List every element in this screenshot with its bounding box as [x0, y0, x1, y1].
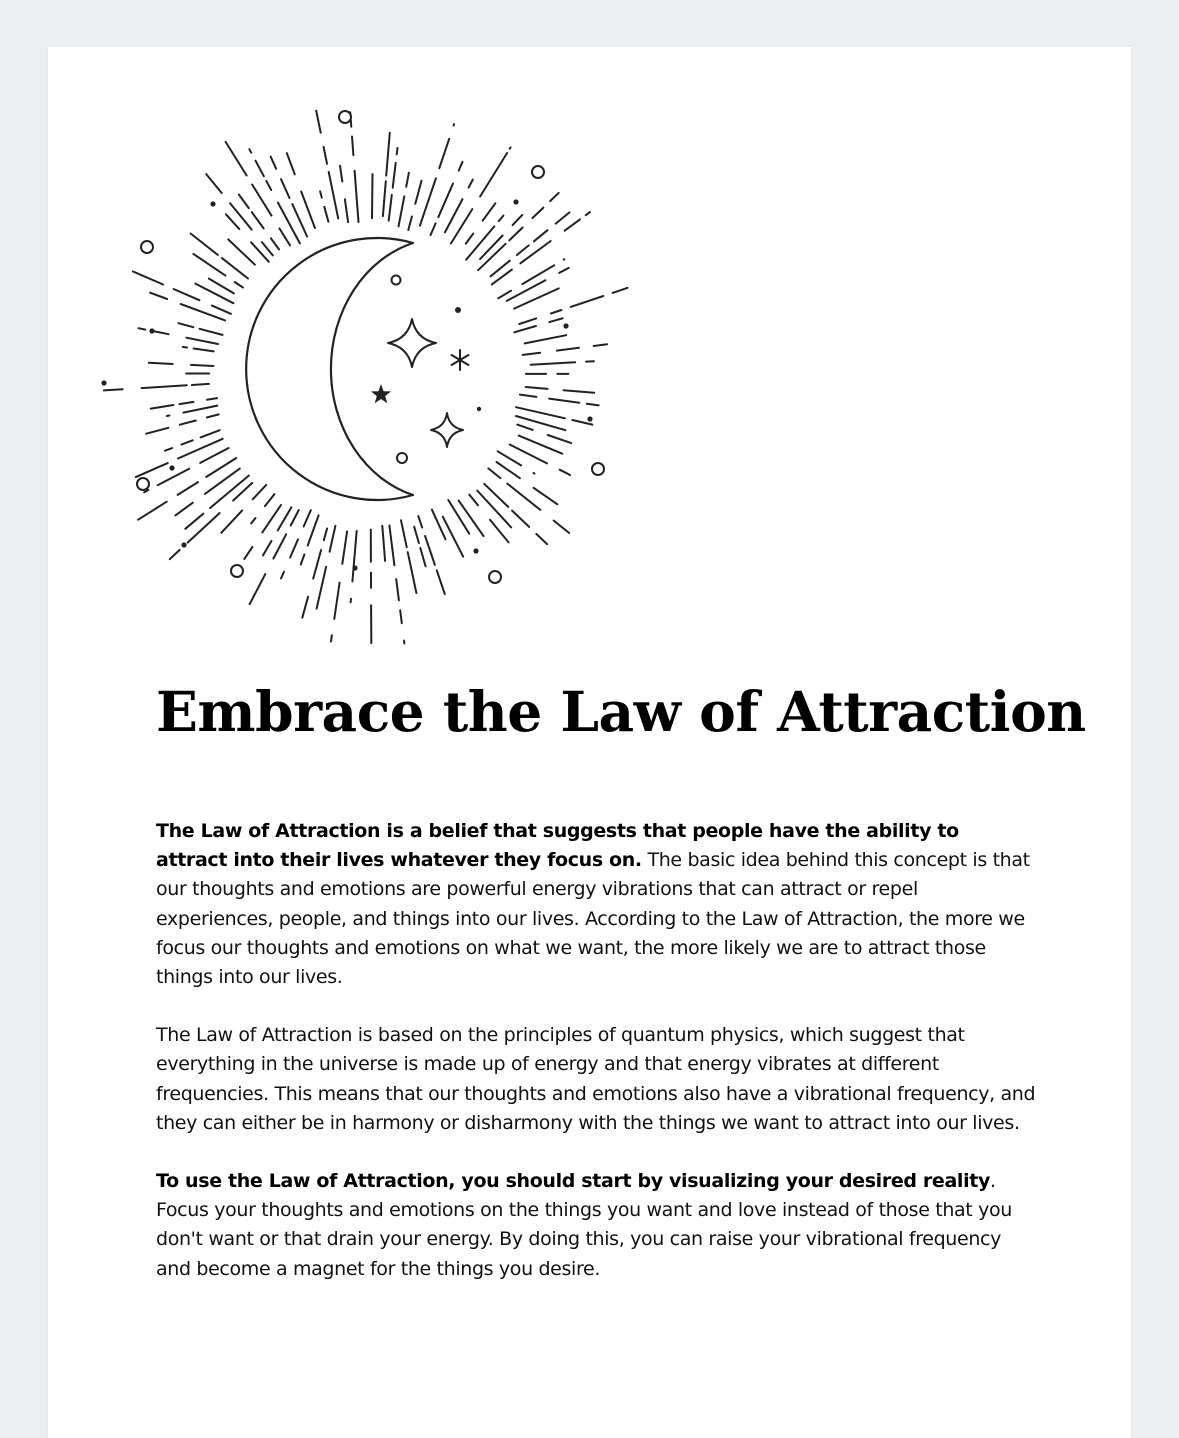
sunburst-ray: [534, 488, 558, 505]
small-dot: [477, 407, 481, 411]
body-content: [156, 817, 1036, 1313]
sunburst-ring: [532, 166, 544, 178]
sunburst-ray: [226, 142, 247, 176]
paragraph-3: [156, 1167, 1036, 1284]
sunburst-ray: [536, 534, 547, 544]
sunburst-ray: [498, 291, 511, 299]
sunburst-ray: [266, 181, 271, 190]
sunburst-ray: [273, 534, 286, 558]
sunburst-ray: [459, 162, 463, 171]
sunburst-ray: [514, 326, 536, 332]
sunburst-ray: [191, 365, 214, 366]
sunburst-ray: [253, 485, 267, 499]
sunburst-ray: [201, 430, 220, 437]
sunburst-ray: [155, 332, 169, 335]
sunburst-ray: [150, 293, 167, 299]
sunburst-ray: [142, 385, 187, 388]
sunburst-ray: [408, 552, 417, 593]
sunburst-ray: [180, 421, 196, 425]
sunburst-ray: [415, 181, 421, 204]
sunburst-ray: [352, 137, 353, 156]
sunburst-ray: [399, 196, 405, 226]
sunburst-ray: [406, 173, 409, 187]
sunburst-ray: [454, 124, 455, 126]
sunburst-ray: [331, 635, 332, 641]
sunburst-ray: [418, 516, 422, 528]
sunburst-ray: [396, 579, 399, 600]
sunburst-ray: [382, 526, 385, 561]
sunburst-dot: [587, 416, 592, 421]
sunburst-ray: [437, 571, 445, 595]
sunburst-ray: [138, 502, 167, 520]
sunburst-ray: [281, 572, 284, 579]
sunburst-ray: [469, 495, 478, 506]
sunburst-ray: [193, 254, 225, 276]
sunburst-icon: [104, 111, 628, 644]
sunburst-ray: [514, 288, 559, 308]
sunburst-ray: [586, 212, 590, 215]
sunburst-ray: [324, 207, 328, 222]
sunburst-ray: [304, 510, 311, 526]
sunburst-ray: [420, 178, 436, 225]
sunburst-dot: [169, 465, 174, 470]
sunburst-rings: [137, 111, 604, 583]
sunburst-ray: [239, 195, 249, 209]
filled-star-icon: [371, 384, 391, 403]
sunburst-ring: [339, 111, 351, 123]
sunburst-ray: [401, 520, 407, 547]
small-circle: [392, 276, 401, 285]
sunburst-dot: [352, 565, 357, 570]
sunburst-ray: [301, 192, 315, 229]
sunburst-ray: [439, 139, 449, 168]
sunburst-ray: [183, 347, 187, 348]
sunburst-ray: [221, 510, 242, 532]
sunburst-ray: [136, 463, 168, 477]
sunburst-ray: [207, 398, 217, 400]
sunburst-ray: [613, 288, 628, 293]
sunburst-ray: [533, 208, 544, 218]
sunburst-ray: [330, 526, 336, 552]
sunburst-ray: [509, 228, 522, 241]
sunburst-dot: [210, 201, 215, 206]
sunburst-ray: [554, 521, 570, 534]
sunburst-ray: [316, 111, 321, 133]
sunburst-ray: [251, 242, 269, 261]
sunburst-ray: [324, 147, 327, 164]
sunburst-ray: [278, 203, 300, 244]
page-title: Embrace the Law of Attraction: [156, 679, 1086, 744]
sunburst-ray: [191, 234, 218, 255]
sunburst-ray: [559, 268, 569, 273]
sunburst-ray: [313, 550, 321, 579]
sunburst-ray: [534, 473, 535, 474]
sunburst-ray: [279, 228, 290, 245]
sunburst-dot: [513, 199, 518, 204]
sunburst-ray: [340, 166, 342, 182]
sunburst-ray: [549, 399, 579, 403]
sunburst-ray: [587, 404, 599, 406]
sunburst-ray: [345, 199, 348, 222]
sunburst-ray: [165, 448, 172, 451]
sunburst-ray: [594, 344, 607, 346]
sunburst-ray: [466, 226, 494, 259]
sunburst-ray: [329, 172, 339, 219]
sunburst-ray: [497, 462, 520, 478]
sunburst-ray: [510, 147, 511, 148]
sunburst-ray: [271, 238, 279, 249]
sunburst-ray: [556, 212, 570, 223]
sunburst-ray: [167, 416, 170, 417]
sunburst-ray: [133, 271, 163, 284]
sunburst-ray: [549, 318, 562, 322]
sunburst-ray: [188, 513, 220, 543]
sunburst-ray: [438, 184, 453, 218]
sunburst-ray: [104, 389, 123, 390]
sunburst-ray: [414, 527, 419, 543]
sunburst-ray: [425, 536, 435, 565]
sunburst-ray: [151, 405, 174, 409]
sunburst-ray: [469, 180, 473, 188]
sunburst-ray: [400, 610, 402, 623]
sunburst-ray: [551, 310, 562, 314]
sunburst-ray: [520, 241, 550, 263]
sunburst-ray: [178, 482, 198, 495]
sunburst-ray: [516, 407, 565, 418]
sunburst-ray: [194, 349, 214, 352]
sunburst-ray: [525, 335, 567, 343]
sunburst-ray: [519, 318, 536, 324]
sunburst-ray: [517, 425, 533, 430]
sunburst-ring: [141, 241, 153, 253]
sunburst-ray: [522, 265, 554, 284]
crescent-moon-icon: [88, 87, 668, 647]
sparkle-star-icon: [388, 319, 436, 367]
sunburst-ray: [181, 440, 192, 444]
paragraph-3-bold: To use the Law of Attraction, you should start by visualizing your desired reality: [156, 1170, 991, 1193]
sunburst-ray: [146, 428, 168, 434]
paragraph-1-text: The basic idea behind this concept is that our thoughts and emotions are powerful energy vibrations that can attract or repel experiences, people, and things into our lives. According to the Law of Attraction, the more we focus our thoughts and emotions on what we want, the more likely we are to attract those things into our lives.: [156, 849, 1030, 989]
sunburst-ray: [557, 348, 579, 351]
sunburst-ray: [510, 445, 547, 464]
sunburst-ray: [287, 153, 295, 174]
sunburst-ray: [548, 435, 572, 443]
paragraph-1: [156, 817, 1036, 992]
sunburst-ray: [523, 353, 541, 355]
sunburst-dot: [473, 548, 478, 553]
moon-sunburst-illustration: [88, 87, 668, 647]
sunburst-ray: [192, 384, 209, 385]
sunburst-ray: [244, 547, 252, 559]
sunburst-dot: [101, 380, 106, 385]
sunburst-ray: [206, 174, 222, 193]
sunburst-ray: [262, 242, 273, 255]
small-dot: [455, 307, 461, 313]
sunburst-ray: [389, 195, 392, 221]
sunburst-ray: [483, 203, 496, 220]
asterisk-icon: [452, 350, 469, 370]
sunburst-ray: [207, 414, 219, 417]
sunburst-ray: [408, 217, 412, 231]
paragraph-2: [156, 1021, 1036, 1138]
sunburst-ray: [183, 406, 217, 413]
sunburst-ray: [290, 539, 298, 557]
sunburst-dot: [563, 323, 568, 328]
paragraph-1-bold: The Law of Attraction is a belief that suggests that people have the ability to attract into their lives whatever they focus on.: [156, 820, 959, 872]
sunburst-ray: [149, 363, 173, 364]
sunburst-ray: [565, 219, 580, 230]
sunburst-ray: [534, 230, 548, 241]
sunburst-ray: [170, 550, 180, 559]
sunburst-ray: [174, 289, 200, 300]
sunburst-ray: [263, 541, 272, 556]
sunburst-ray: [397, 148, 398, 154]
sunburst-ray: [386, 133, 390, 176]
sunburst-ring: [592, 463, 604, 475]
sunburst-ray: [564, 259, 565, 260]
sunburst-ray: [265, 494, 275, 506]
sunburst-ray: [431, 223, 436, 235]
sunburst-ray: [448, 500, 469, 534]
sunburst-ray: [372, 174, 373, 218]
sunburst-ray: [512, 511, 529, 527]
sunburst-ray: [342, 531, 347, 564]
sunburst-ray: [252, 212, 264, 228]
sunburst-ray: [281, 179, 290, 198]
sunburst-ray: [175, 503, 192, 516]
sunburst-ray: [320, 191, 322, 197]
sunburst-ray: [251, 518, 255, 523]
sunburst-ray: [205, 469, 240, 494]
sunburst-ray: [186, 338, 218, 344]
sunburst-ring: [489, 571, 501, 583]
sunburst-ray: [498, 451, 521, 465]
sunburst-ray: [252, 185, 271, 216]
paragraph-3-text: . Focus your thoughts and emotions on the things you want and love instead of those that you don't want or that drain your energy. By doing this, you can raise your vibrational frequency and become a magnet for the things you desire.: [156, 1170, 1012, 1280]
crescent-moon: [246, 238, 413, 500]
sunburst-ray: [179, 323, 194, 327]
document-page: [48, 47, 1131, 1438]
sunburst-ray: [459, 501, 484, 536]
sunburst-ray: [355, 171, 359, 222]
sunburst-ray: [443, 517, 463, 557]
sunburst-ray: [490, 520, 509, 543]
sunburst-ray: [271, 157, 276, 169]
sunburst-ray: [250, 574, 266, 604]
sunburst-ring: [137, 478, 149, 490]
sunburst-ray: [235, 282, 243, 288]
sunburst-ray: [480, 153, 507, 197]
sunburst-ray: [389, 526, 394, 566]
sunburst-ray: [180, 402, 194, 404]
sunburst-ray: [488, 468, 500, 478]
sunburst-ray: [571, 296, 604, 307]
sunburst-ray: [324, 529, 327, 541]
sunburst-ray: [308, 515, 319, 545]
sunburst-ray: [520, 395, 537, 397]
sunburst-ray: [200, 329, 223, 335]
sunburst-ray: [195, 284, 233, 304]
sunburst-ray: [226, 214, 239, 229]
sunburst-ray: [256, 161, 264, 177]
sunburst-ray: [200, 448, 228, 463]
sunburst-ray: [526, 387, 548, 389]
sunburst-ray: [564, 390, 595, 393]
paragraph-2-text: The Law of Attraction is based on the principles of quantum physics, which suggest that everything in the universe is made up of energy and that energy vibrates at different frequencies. This means that our thoughts and emotions also have a vibrational frequency, and they can either be in harmony or disharmony with the things we want to attract into our lives.: [156, 1024, 1036, 1134]
sunburst-ray: [249, 149, 251, 153]
sunburst-ray: [560, 470, 570, 475]
sunburst-dot: [149, 328, 154, 333]
sunburst-ray: [531, 362, 576, 365]
sunburst-ray: [334, 583, 339, 619]
sunburst-ring: [231, 565, 243, 577]
sunburst-ray: [477, 491, 511, 528]
small-circle: [397, 453, 407, 463]
sunburst-ray: [393, 163, 396, 188]
sunburst-ray: [212, 306, 231, 314]
sunburst-ray: [181, 304, 225, 320]
sunburst-ray: [278, 507, 292, 530]
sunburst-ray: [209, 279, 234, 294]
sunburst-ray: [420, 548, 425, 567]
sunburst-ray: [317, 567, 327, 609]
sunburst-ray: [352, 531, 356, 582]
sunburst-ray: [383, 181, 386, 216]
sunburst-ray: [185, 514, 203, 529]
sunburst-ray: [507, 484, 540, 510]
sunburst-ray: [466, 234, 473, 244]
small-sparkle-icon: [431, 413, 463, 447]
sunburst-ray: [516, 416, 565, 430]
sunburst-ray: [432, 510, 446, 540]
sunburst-dot: [181, 542, 186, 547]
sunburst-ray: [513, 215, 523, 225]
sunburst-ray: [139, 328, 146, 329]
sunburst-ray: [291, 510, 299, 526]
sunburst-ray: [517, 245, 529, 255]
sunburst-ray: [499, 216, 504, 222]
sunburst-ray: [302, 597, 308, 618]
sunburst-ray: [158, 469, 190, 486]
sunburst-ray: [301, 554, 305, 564]
sunburst-ray: [550, 193, 559, 201]
